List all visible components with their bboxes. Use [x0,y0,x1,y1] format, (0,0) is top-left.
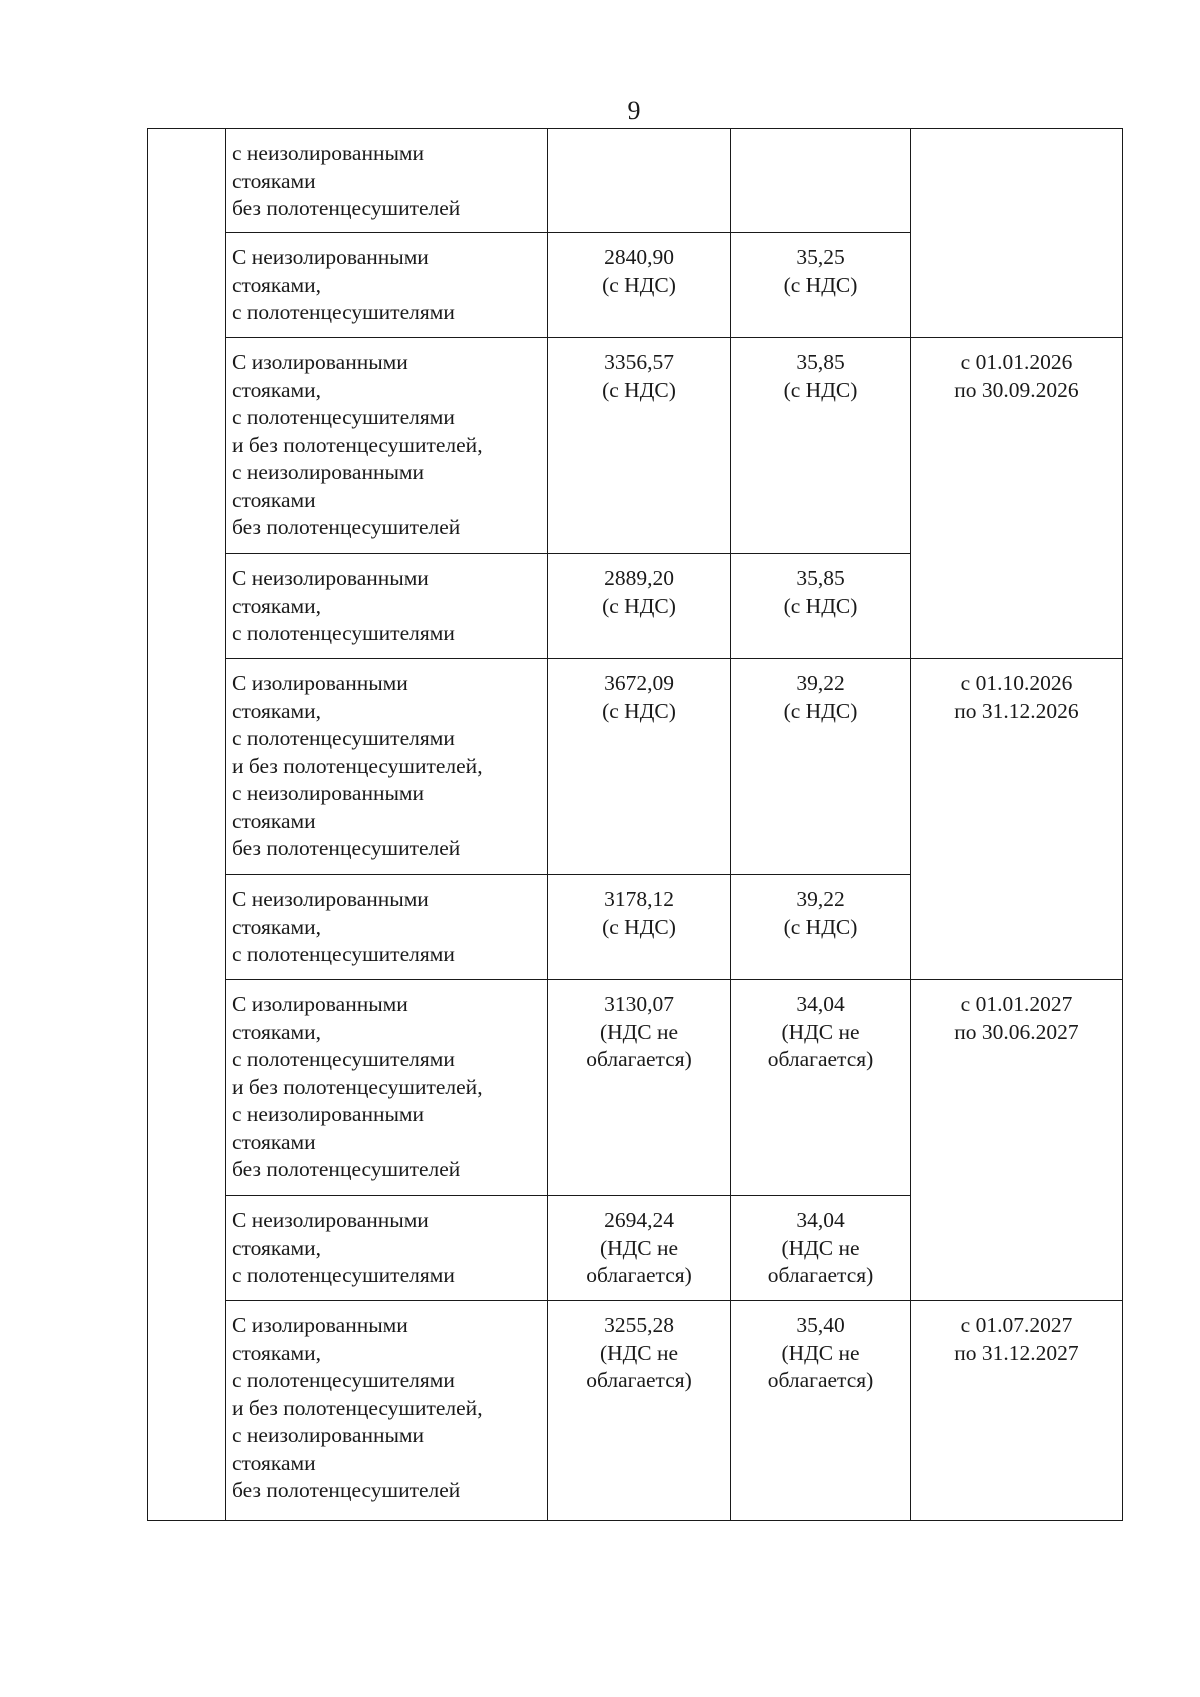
cell-line: без полотенцесушителей [232,836,461,860]
cell-line: и без полотенцесушителей, [232,753,483,778]
cell-line: 2694,24 [604,1208,674,1232]
cell-line: стояками [232,487,316,512]
cell-line: без полотенцесушителей [232,1157,461,1181]
rate-cell [731,980,911,1196]
cell-line: стояками, [232,593,322,618]
description-cell [226,554,548,659]
cell-line: с неизолированными [232,460,425,484]
cell-line: стояками, [232,272,322,297]
tariff-table [147,128,1123,1521]
cell-line: (НДС не [599,1019,679,1044]
cell-line: облагается) [767,1263,874,1287]
cell-line: 39,22 [796,671,845,695]
rate-cell [731,1196,911,1301]
cell-line: С неизолированными [232,566,429,590]
cell-line: 35,40 [796,1313,845,1337]
cell-line: с 01.01.2026 [960,350,1073,374]
cell-line: с полотенцесушителями [232,726,455,750]
price-cell [548,129,731,233]
cell-line: С неизолированными [232,245,429,269]
cell-line: (НДС не [599,1340,679,1365]
price-cell [548,338,731,554]
cell-line: 2840,90 [604,245,674,269]
cell-line: с полотенцесушителями [232,1047,455,1071]
description-cell [226,875,548,980]
price-cell [548,1301,731,1521]
price-cell [548,659,731,875]
cell-line: и без полотенцесушителей, [232,432,483,457]
cell-line: облагается) [767,1368,874,1392]
price-cell [548,1196,731,1301]
rate-cell [731,338,911,554]
cell-line: стояками, [232,1235,322,1260]
cell-line: 2889,20 [604,566,674,590]
cell-line: без полотенцесушителей [232,196,461,220]
period-cell [911,338,1123,659]
cell-line: стояками, [232,698,322,723]
cell-line: (НДС не [781,1340,860,1365]
cell-line: С изолированными [232,671,408,695]
table-row [148,338,1123,554]
cell-line: стояками, [232,1019,322,1044]
cell-line: 35,85 [796,350,845,374]
cell-line: 3178,12 [604,887,674,911]
rate-cell [731,233,911,338]
cell-line: (НДС не [781,1019,860,1044]
cell-line: С неизолированными [232,887,429,911]
rate-cell [731,659,911,875]
cell-line: 3356,57 [604,350,674,374]
cell-line: 34,04 [796,1208,845,1232]
cell-line: 35,25 [796,245,845,269]
cell-line: с полотенцесушителями [232,1368,455,1392]
cell-line: С изолированными [232,992,408,1016]
cell-line: с неизолированными [232,141,425,165]
cell-line: с полотенцесушителями [232,942,455,966]
price-cell [548,554,731,659]
cell-line: по 30.06.2027 [954,1019,1079,1044]
page-number: 9 [627,96,641,125]
cell-line: (с НДС) [602,272,676,297]
table-row [148,659,1123,875]
cell-line: с неизолированными [232,1102,425,1126]
cell-line: стояками [232,1129,316,1154]
period-cell [911,659,1123,980]
table-row [148,980,1123,1196]
cell-line: по 31.12.2026 [954,698,1079,723]
description-cell [226,233,548,338]
price-cell [548,980,731,1196]
cell-line: (с НДС) [783,593,858,618]
cell-line: по 31.12.2027 [954,1340,1079,1365]
rate-cell [731,875,911,980]
description-cell [226,980,548,1196]
cell-line: стояками [232,808,316,833]
period-cell [911,129,1123,338]
cell-line: без полотенцесушителей [232,1478,461,1502]
cell-line: без полотенцесушителей [232,515,461,539]
cell-line: (с НДС) [602,593,676,618]
cell-line: (с НДС) [602,914,676,939]
cell-line: 3672,09 [604,671,674,695]
cell-line: облагается) [586,1047,692,1071]
table-row [148,1301,1123,1521]
cell-line: С неизолированными [232,1208,429,1232]
period-cell [911,1301,1123,1521]
cell-line: (с НДС) [602,698,676,723]
cell-line: стояками, [232,377,322,402]
description-cell [226,1196,548,1301]
cell-line: облагается) [586,1263,692,1287]
description-cell [226,659,548,875]
cell-line: 3255,28 [604,1313,674,1337]
cell-line: (с НДС) [783,272,858,297]
cell-line: с 01.01.2027 [960,992,1073,1016]
cell-line: с полотенцесушителями [232,300,455,324]
cell-line: (НДС не [781,1235,860,1260]
cell-line: (НДС не [599,1235,679,1260]
rate-cell [731,554,911,659]
cell-line: (с НДС) [602,377,676,402]
cell-line: 39,22 [796,887,845,911]
cell-line: 3130,07 [604,992,674,1016]
cell-line: с неизолированными [232,1423,425,1447]
cell-line: стояками [232,168,316,193]
price-cell [548,233,731,338]
cell-line: стояками, [232,914,322,939]
description-cell [226,129,548,233]
cell-line: (с НДС) [783,698,858,723]
cell-line: облагается) [586,1368,692,1392]
cell-line: с полотенцесушителями [232,1263,455,1287]
cell-line: стояками [232,1450,316,1475]
cell-line: и без полотенцесушителей, [232,1395,483,1420]
cell-line: 34,04 [796,992,845,1016]
price-cell [548,875,731,980]
cell-line: по 30.09.2026 [954,377,1079,402]
cell-line: с 01.10.2026 [960,671,1073,695]
cell-line: С изолированными [232,1313,408,1337]
cell-line: (с НДС) [783,914,858,939]
cell-line: с полотенцесушителями [232,405,455,429]
cell-line: с 01.07.2027 [960,1313,1073,1337]
period-cell [911,980,1123,1301]
cell-line: С изолированными [232,350,408,374]
rate-cell [731,129,911,233]
cell-line: 35,85 [796,566,845,590]
rate-cell [731,1301,911,1521]
cell-line: и без полотенцесушителей, [232,1074,483,1099]
description-cell [226,338,548,554]
cell-line: с неизолированными [232,781,425,805]
cell-line: стояками, [232,1340,322,1365]
cell-line: облагается) [767,1047,874,1071]
cell-line: с полотенцесушителями [232,621,455,645]
index-column-cell [148,129,226,1521]
cell-line: (с НДС) [783,377,858,402]
table-row [148,129,1123,233]
description-cell [226,1301,548,1521]
